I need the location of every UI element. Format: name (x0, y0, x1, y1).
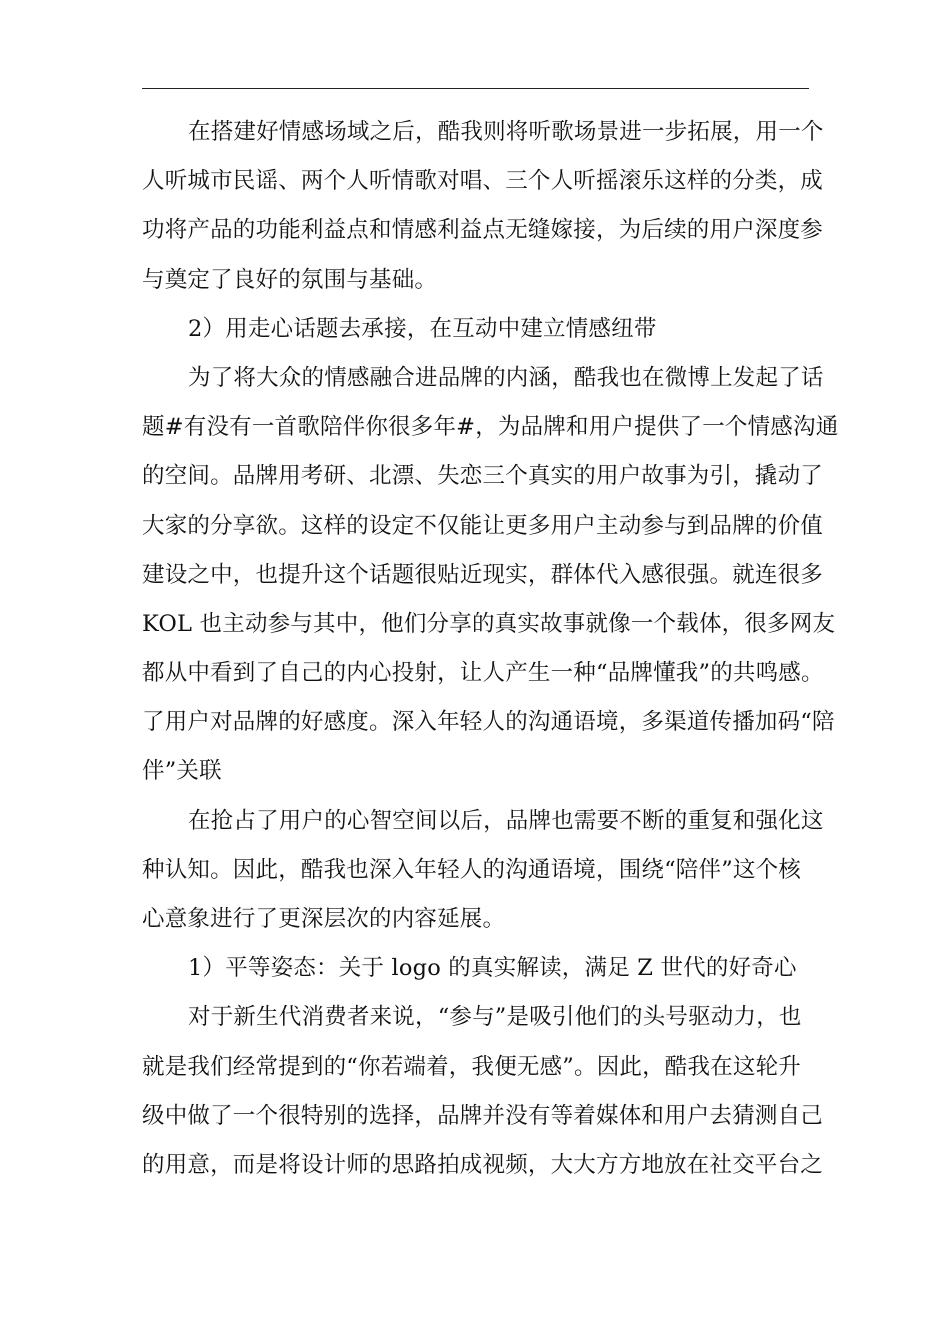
text-line: 建设之中，也提升这个话题很贴近现实，群体代入感很强。就连很多 (142, 561, 824, 588)
text-line: 与奠定了良好的氛围与基础。 (142, 266, 438, 293)
text-line: 的空间。品牌用考研、北漂、失恋三个真实的用户故事为引，撬动了 (142, 463, 824, 490)
text-line: 就是我们经常提到的“你若端着，我便无感”。因此，酷我在这轮升 (142, 1053, 802, 1080)
document-body (142, 108, 839, 1190)
text-line: 1）平等姿态：关于 logo 的真实解读，满足 Z 世代的好奇心 (188, 955, 797, 982)
text-line: 了用户对品牌的好感度。深入年轻人的沟通语境，多渠道传播加码“陪 (142, 709, 835, 736)
text-line: 在抢占了用户的心智空间以后，品牌也需要不断的重复和强化这 (188, 807, 824, 834)
text-line: 级中做了一个很特别的选择，品牌并没有等着媒体和用户去猜测自己 (142, 1102, 824, 1129)
text-line: 大家的分享欲。这样的设定不仅能让更多用户主动参与到品牌的价值 (142, 512, 824, 539)
text-line: 题#有没有一首歌陪伴你很多年#，为品牌和用户提供了一个情感沟通 (142, 414, 839, 441)
text-line: 在搭建好情感场域之后，酷我则将听歌场景进一步拓展，用一个 (188, 119, 824, 145)
text-line: 对于新生代消费者来说，“参与”是吸引他们的头号驱动力，也 (188, 1004, 802, 1031)
header-rule (142, 88, 809, 89)
text-line: 功将产品的功能利益点和情感利益点无缝嫁接，为后续的用户深度参 (142, 217, 824, 244)
text-line: 伴”关联 (142, 758, 222, 785)
text-line: 种认知。因此，酷我也深入年轻人的沟通语境，围绕“陪伴”这个核 (142, 856, 802, 883)
text-line: 的用意，而是将设计师的思路拍成视频，大大方方地放在社交平台之 (142, 1151, 824, 1178)
text-line: 为了将大众的情感融合进品牌的内涵，酷我也在微博上发起了话 (188, 364, 824, 391)
text-line: KOL 也主动参与其中，他们分享的真实故事就像一个载体，很多网友 (142, 610, 836, 637)
text-line: 心意象进行了更深层次的内容延展。 (142, 906, 506, 932)
text-line: 2）用走心话题去承接，在互动中建立情感纽带 (188, 315, 657, 342)
text-line: 人听城市民谣、两个人听情歌对唱、三个人听摇滚乐这样的分类，成 (142, 168, 824, 195)
text-line: 都从中看到了自己的内心投射，让人产生一种“品牌懂我”的共鸣感。 (142, 660, 824, 687)
